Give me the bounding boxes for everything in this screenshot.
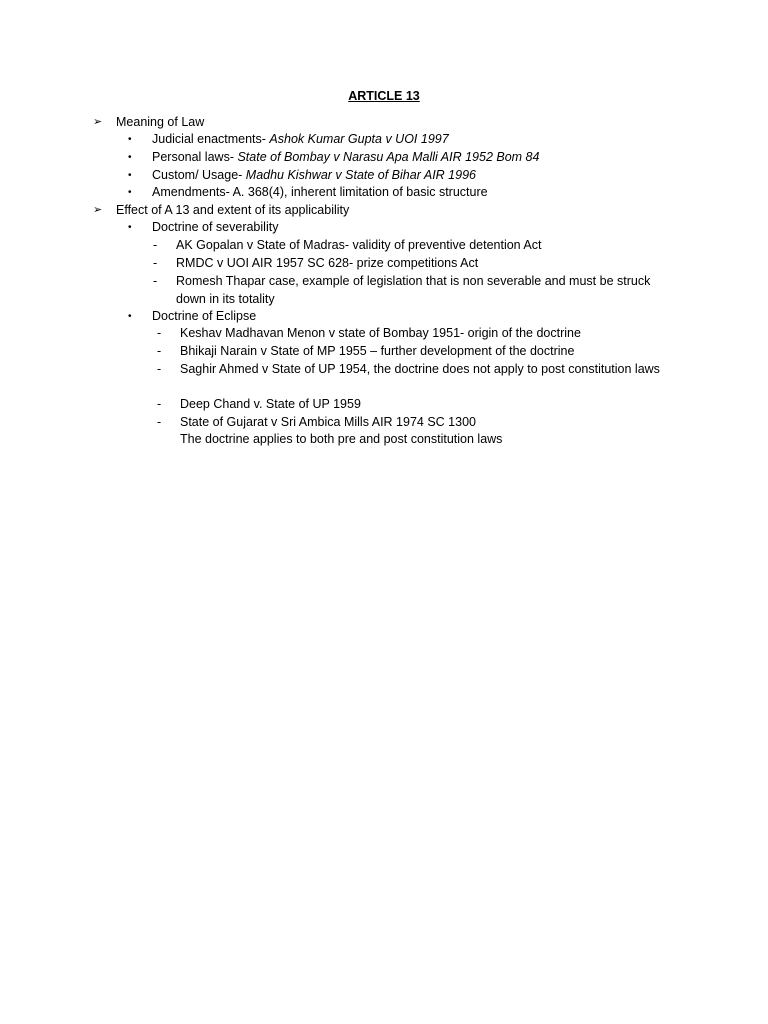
subheading-doctrine-of-eclipse: Doctrine of Eclipse (152, 309, 257, 323)
dash-bullet-icon: - (157, 326, 162, 340)
bullet-icon: • (128, 187, 132, 198)
item-label: Personal laws- (152, 150, 238, 164)
subheading-doctrine-of-severability: Doctrine of severability (152, 220, 279, 234)
dash-bullet-icon: - (157, 344, 162, 358)
case-item-saghir-ahmed: Saghir Ahmed v State of UP 1954, the doctrine does not apply to post constitution laws (180, 362, 660, 376)
bullet-icon: • (128, 222, 132, 233)
list-item-custom-usage (152, 167, 476, 184)
bullet-icon: • (128, 134, 132, 145)
case-item-bhikaji-narain: Bhikaji Narain v State of MP 1955 – further development of the doctrine (180, 344, 575, 358)
bullet-icon: • (128, 311, 132, 322)
section-heading-meaning-of-law: Meaning of Law (116, 115, 205, 129)
case-item-keshav-madhavan-menon: Keshav Madhavan Menon v state of Bombay 1951- origin of the doctrine (180, 326, 581, 340)
section-heading-effect-of-a13: Effect of A 13 and extent of its applicability (116, 203, 350, 217)
dash-bullet-icon: - (157, 397, 162, 411)
arrow-bullet-icon: ➢ (93, 204, 103, 216)
case-citation: Ashok Kumar Gupta v UOI 1997 (269, 132, 449, 146)
bullet-icon: • (128, 152, 132, 163)
case-citation: State of Bombay v Narasu Apa Malli AIR 1952 Bom 84 (237, 150, 540, 164)
case-item-romesh-thapar: Romesh Thapar case, example of legislation that is non severable and must be struck down in its totality (176, 274, 651, 306)
list-item-judicial-enactments (152, 131, 449, 148)
case-citation: Madhu Kishwar v State of Bihar AIR 1996 (245, 168, 476, 182)
dash-bullet-icon: - (157, 362, 162, 376)
list-item-amendments: Amendments- A. 368(4), inherent limitation of basic structure (152, 185, 488, 199)
list-item-personal-laws (152, 149, 539, 166)
bullet-icon: • (128, 170, 132, 181)
item-label: Custom/ Usage- (152, 168, 246, 182)
doctrine-note: The doctrine applies to both pre and post constitution laws (180, 432, 503, 446)
dash-bullet-icon: - (157, 415, 162, 429)
item-label: Judicial enactments- (152, 132, 270, 146)
document-title: ARTICLE 13 (348, 89, 420, 103)
case-item-deep-chand: Deep Chand v. State of UP 1959 (180, 397, 361, 411)
case-item-rmdc: RMDC v UOI AIR 1957 SC 628- prize competitions Act (176, 256, 479, 270)
case-item-ak-gopalan: AK Gopalan v State of Madras- validity of preventive detention Act (176, 238, 542, 252)
dash-bullet-icon: - (153, 256, 158, 270)
arrow-bullet-icon: ➢ (93, 116, 103, 128)
dash-bullet-icon: - (153, 238, 158, 252)
case-item-ambica-mills: State of Gujarat v Sri Ambica Mills AIR 1974 SC 1300 (180, 415, 476, 429)
dash-bullet-icon: - (153, 274, 158, 288)
